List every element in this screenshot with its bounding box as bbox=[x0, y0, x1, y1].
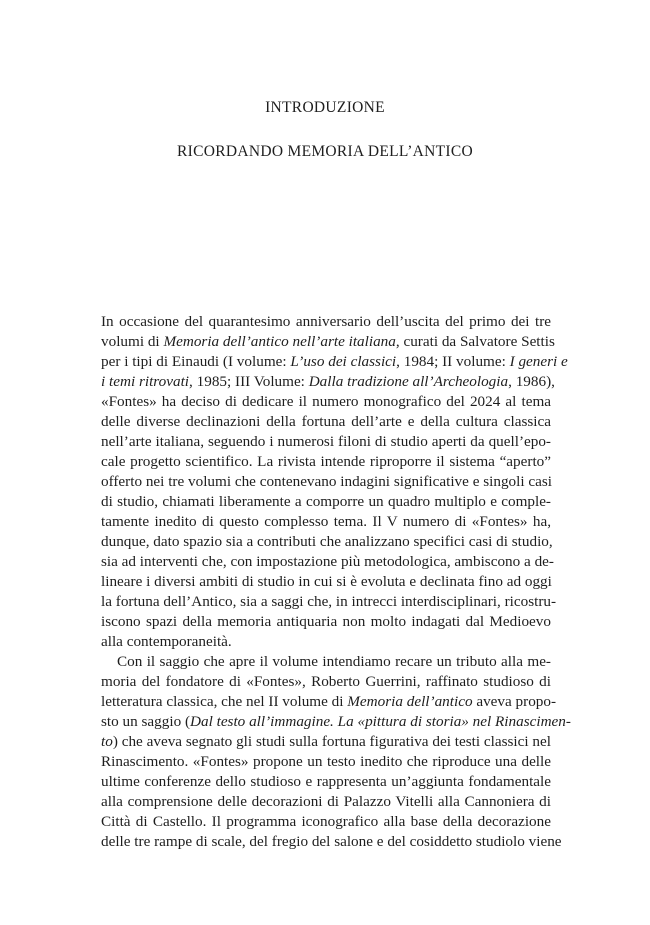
italic-text: Memoria dell’antico nell’arte italiana bbox=[163, 333, 396, 350]
text-line bbox=[101, 632, 551, 652]
text-segment: tamente inedito di questo complesso tema. Il V numero di «Fontes» ha, bbox=[101, 513, 551, 530]
text-line bbox=[101, 752, 551, 772]
text-line bbox=[101, 552, 554, 572]
text-line bbox=[101, 692, 557, 712]
text-line bbox=[101, 712, 571, 732]
italic-text: Memoria dell’antico bbox=[347, 693, 473, 710]
text-line bbox=[101, 532, 551, 552]
text-line bbox=[101, 672, 551, 692]
text-segment: iscono spazi della memoria antiquaria non molto indagati dal Medioevo bbox=[101, 613, 551, 630]
text-line bbox=[101, 612, 551, 632]
text-segment: la fortuna dell’Antico, sia a saggi che, in intrecci interdisciplinari, ricostru- bbox=[101, 593, 557, 610]
text-segment: sto un saggio ( bbox=[101, 713, 191, 730]
text-segment: , curati da Salvatore Settis bbox=[395, 333, 555, 350]
text-segment: «Fontes» ha deciso di dedicare il numero monografico del 2024 al tema bbox=[101, 393, 551, 410]
text-segment: , 1986), bbox=[508, 373, 555, 390]
body-text bbox=[101, 312, 571, 852]
text-segment: ) che aveva segnato gli studi sulla fortuna figurativa dei testi classici nel bbox=[112, 733, 551, 750]
text-line bbox=[101, 312, 551, 332]
italic-text: L’uso dei classici bbox=[290, 353, 397, 370]
italic-text: i temi ritrovati bbox=[101, 373, 190, 390]
text-segment: dunque, dato spazio sia a contributi che analizzano specifici casi di studio, bbox=[101, 533, 553, 550]
text-line bbox=[101, 812, 551, 832]
text-segment: letteratura classica, che nel II volume di bbox=[101, 693, 348, 710]
text-segment: per i tipi di Einaudi (I volume: bbox=[101, 353, 291, 370]
text-line bbox=[101, 352, 568, 372]
text-line bbox=[101, 372, 555, 392]
text-line bbox=[101, 572, 551, 592]
text-segment: offerto nei tre volumi che contenevano indagini significative e singoli casi bbox=[101, 473, 552, 490]
section-label: INTRODUZIONE bbox=[265, 99, 385, 116]
italic-text: I generi e bbox=[509, 353, 568, 370]
text-line bbox=[101, 472, 551, 492]
text-line bbox=[101, 832, 562, 852]
text-line bbox=[101, 772, 551, 792]
text-segment: , 1984; II volume: bbox=[396, 353, 510, 370]
text-segment: delle tre rampe di scale, del fregio del salone e del cosiddetto studiolo viene bbox=[101, 833, 562, 850]
text-segment: delle diverse declinazioni della fortuna dell’arte e della cultura classica bbox=[101, 413, 551, 430]
text-segment: In occasione del quarantesimo anniversario dell’uscita del primo dei tre bbox=[101, 313, 551, 330]
text-segment: Rinascimento. «Fontes» propone un testo inedito che riproduce una delle bbox=[101, 753, 551, 770]
text-line bbox=[101, 652, 551, 672]
chapter-title: RICORDANDO MEMORIA DELL’ANTICO bbox=[176, 143, 474, 160]
text-segment: alla contemporaneità. bbox=[101, 633, 232, 650]
text-segment: di studio, chiamati liberamente a comporre un quadro multiplo e comple- bbox=[101, 493, 551, 510]
text-segment: nell’arte italiana, seguendo i numerosi filoni di studio aperti da quell’epo- bbox=[101, 433, 551, 450]
text-segment: , 1985; III Volume: bbox=[189, 373, 309, 390]
text-line bbox=[101, 592, 557, 612]
text-line bbox=[101, 412, 551, 432]
text-segment: sia ad interventi che, con impostazione più metodologica, ambiscono a de- bbox=[101, 553, 554, 570]
text-line bbox=[101, 432, 551, 452]
text-line bbox=[101, 332, 555, 352]
text-line bbox=[101, 452, 551, 472]
text-segment: aveva propo- bbox=[472, 693, 557, 710]
text-segment: Con il saggio che apre il volume intendiamo recare un tributo alla me- bbox=[117, 653, 551, 670]
text-line bbox=[101, 732, 551, 752]
text-segment: Città di Castello. Il programma iconografico alla base della decorazione bbox=[101, 813, 551, 830]
text-segment: ultime conferenze dello studioso e rappresenta un’aggiunta fondamentale bbox=[101, 773, 551, 790]
text-line bbox=[101, 492, 551, 512]
italic-text: Dal testo all’immagine. La «pittura di storia» nel Rinascimen- bbox=[190, 713, 571, 730]
text-segment: alla comprensione delle decorazioni di Palazzo Vitelli alla Cannoniera di bbox=[101, 793, 551, 810]
text-line bbox=[101, 792, 551, 812]
italic-text: to bbox=[101, 733, 113, 750]
text-segment: lineare i diversi ambiti di studio in cui si è evoluta e declinata fino ad oggi bbox=[101, 573, 552, 590]
text-segment: moria del fondatore di «Fontes», Roberto Guerrini, raffinato studioso di bbox=[101, 673, 551, 690]
text-segment: cale progetto scientifico. La rivista intende riproporre il sistema “aperto” bbox=[101, 453, 551, 470]
text-line bbox=[101, 392, 551, 412]
text-segment: volumi di bbox=[101, 333, 164, 350]
text-line bbox=[101, 512, 551, 532]
italic-text: Dalla tradizione all’Archeologia bbox=[308, 373, 509, 390]
